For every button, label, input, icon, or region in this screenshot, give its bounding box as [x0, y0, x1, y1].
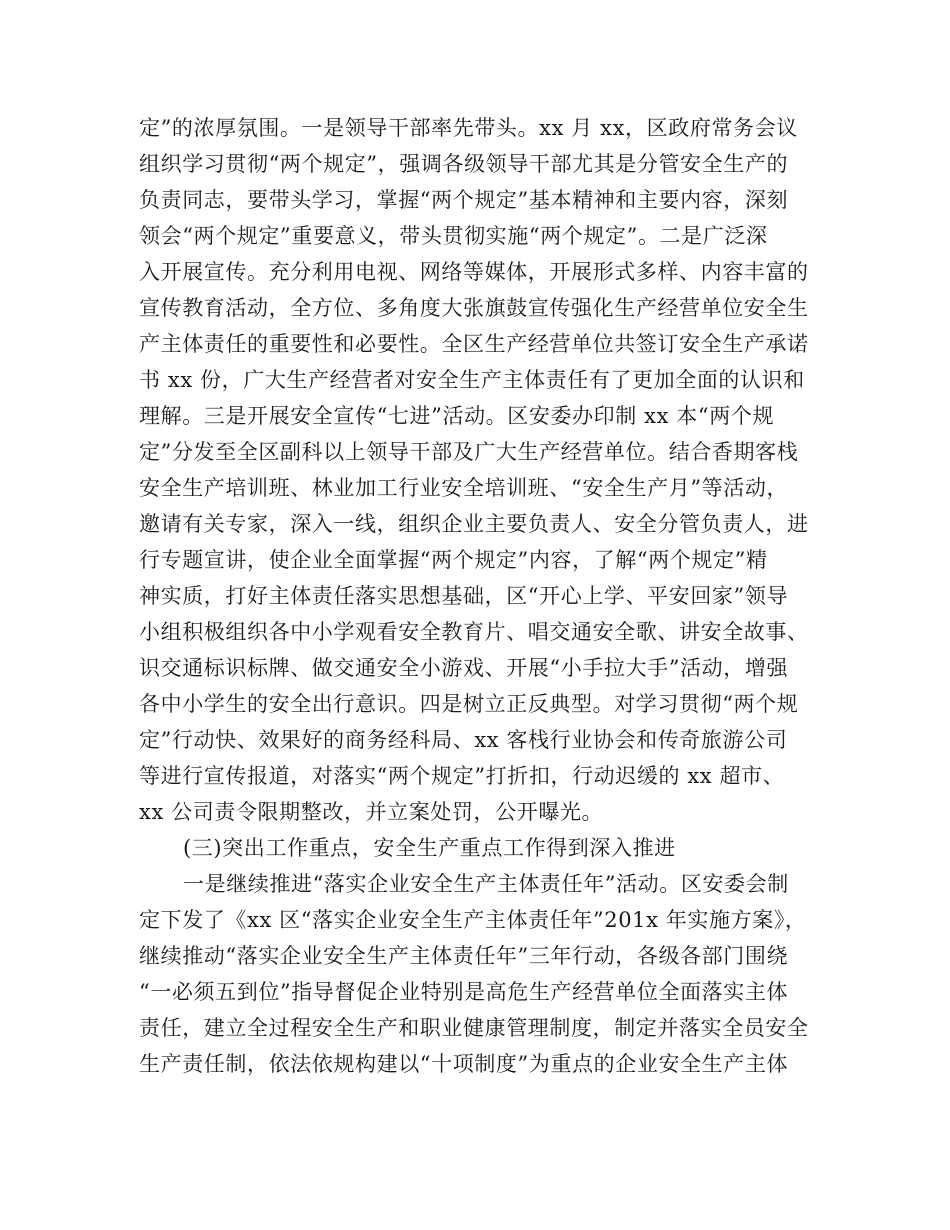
paragraph-line: 宣传教育活动，全方位、多角度大张旗鼓宣传强化生产经营单位安全生: [139, 296, 809, 320]
paragraph-line: 一是继续推进“落实企业安全生产主体责任年”活动。区安委会制: [183, 872, 789, 896]
paragraph-line: 组织学习贯彻“两个规定”，强调各级领导干部尤其是分管安全生产的: [139, 152, 789, 176]
paragraph-line: 定”行动快、效果好的商务经科局、xx 客栈行业协会和传奇旅游公司: [139, 728, 788, 752]
paragraph-line: 等进行宣传报道，对落实“两个规定”打折扣，行动迟缓的 xx 超市、: [139, 764, 785, 788]
paragraph-line: 入开展宣传。充分利用电视、网络等媒体，开展形式多样、内容丰富的: [139, 260, 809, 284]
paragraph-line: 邀请有关专家，深入一线，组织企业主要负责人、安全分管负责人，进: [139, 512, 809, 536]
paragraph-line: 安全生产培训班、林业加工行业安全培训班、“安全生产月”等活动，: [139, 476, 789, 500]
paragraph-line: 理解。三是开展安全宣传“七进”活动。区安委办印制 xx 本“两个规: [139, 404, 775, 428]
paragraph-line: 定”的浓厚氛围。一是领导干部率先带头。xx 月 xx，区政府常务会议: [139, 116, 798, 140]
paragraph-line: 产主体责任的重要性和必要性。全区生产经营单位共签订安全生产承诺: [139, 332, 809, 356]
paragraph-line: 行专题宣讲，使企业全面掌握“两个规定”内容，了解“两个规定”精: [139, 548, 768, 572]
paragraph-line: 识交通标识标牌、做交通安全小游戏、开展“小手拉大手”活动，增强: [139, 656, 789, 680]
paragraph-line: 小组积极组织各中小学观看安全教育片、唱交通安全歌、讲安全故事、: [139, 620, 809, 644]
paragraph-line: 定下发了《xx 区“落实企业安全生产主体责任年”201x 年实施方案》，: [139, 908, 807, 932]
section-heading: (三)突出工作重点，安全生产重点工作得到深入推进: [183, 836, 676, 860]
paragraph-line: 继续推动“落实企业安全生产主体责任年”三年行动，各级各部门围绕: [139, 944, 789, 968]
paragraph-line: 神实质，打好主体责任落实思想基础，区“开心上学、平安回家”领导: [139, 584, 789, 608]
paragraph-line: 各中小学生的安全出行意识。四是树立正反典型。对学习贯彻“两个规: [139, 692, 799, 716]
paragraph-line: 生产责任制，依法依规构建以“十项制度”为重点的企业安全生产主体: [139, 1052, 789, 1076]
paragraph-line: 定”分发至全区副科以上领导干部及广大生产经营单位。结合香期客栈: [139, 440, 799, 464]
paragraph-line: 书 xx 份，广大生产经营者对安全生产主体责任有了更加全面的认识和: [139, 368, 805, 392]
paragraph-line: xx 公司责令限期整改，并立案处罚，公开曝光。: [139, 800, 604, 824]
paragraph-line: 负责同志，要带头学习，掌握“两个规定”基本精神和主要内容，深刻: [139, 188, 789, 212]
paragraph-line: 领会“两个规定”重要意义，带头贯彻实施“两个规定”。二是广泛深: [139, 224, 768, 248]
paragraph-line: “一必须五到位”指导督促企业特别是高危生产经营单位全面落实主体: [139, 980, 789, 1004]
paragraph-line: 责任，建立全过程安全生产和职业健康管理制度，制定并落实全员安全: [139, 1016, 809, 1040]
